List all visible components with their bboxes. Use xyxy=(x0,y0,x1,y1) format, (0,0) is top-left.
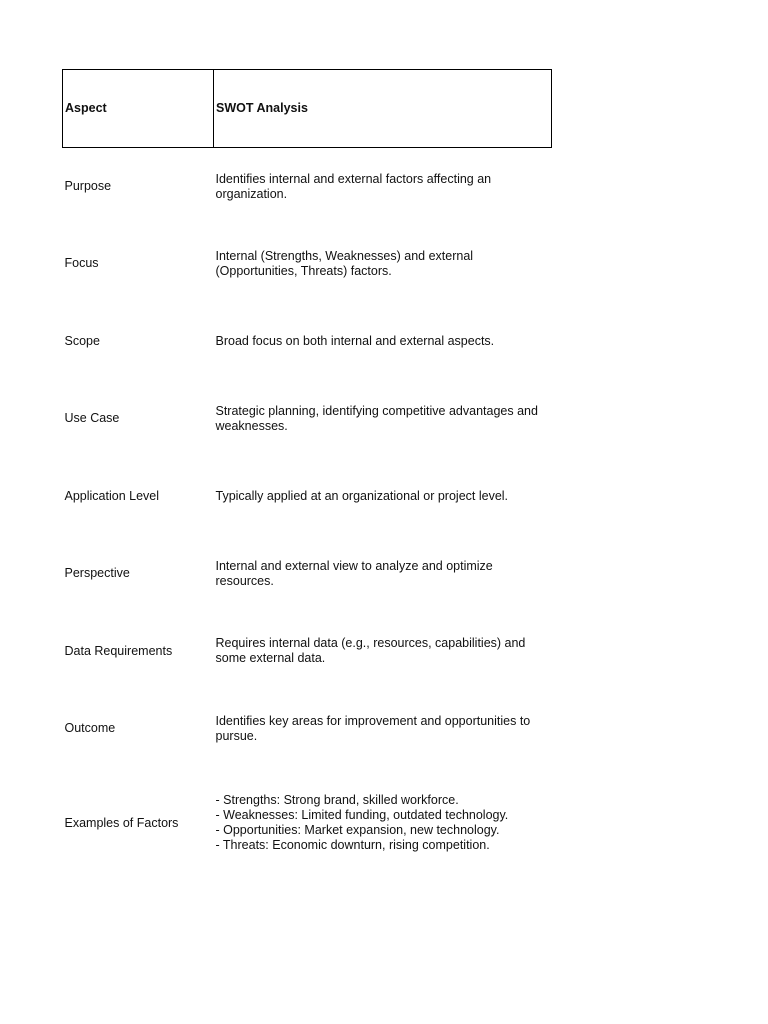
swot-cell: Identifies key areas for improvement and opportunities to pursue. xyxy=(215,713,531,743)
header-aspect: Aspect xyxy=(63,70,214,148)
table-row xyxy=(63,225,552,303)
swot-cell: Typically applied at an organizational or project level. xyxy=(215,488,509,503)
aspect-cell: Perspective xyxy=(64,566,130,581)
table-row xyxy=(63,535,552,613)
table-row xyxy=(63,380,552,458)
table-row xyxy=(63,303,552,381)
aspect-cell: Examples of Factors xyxy=(64,815,179,830)
swot-cell: Requires internal data (e.g., resources, capabilities) and some external data. xyxy=(215,636,526,666)
aspect-cell: Scope xyxy=(64,333,100,348)
table-row xyxy=(63,613,552,691)
header-swot-analysis: SWOT Analysis xyxy=(214,70,552,148)
table-row xyxy=(63,768,552,879)
comparison-table xyxy=(62,69,552,879)
table-row xyxy=(63,148,552,226)
swot-cell: Broad focus on both internal and external aspects. xyxy=(215,333,495,348)
header-row xyxy=(63,70,552,148)
aspect-cell: Outcome xyxy=(64,721,116,736)
swot-cell: Internal and external view to analyze and optimize resources. xyxy=(215,558,493,588)
table-row xyxy=(63,690,552,768)
aspect-cell: Purpose xyxy=(64,179,112,193)
swot-cell: Internal (Strengths, Weaknesses) and external (Opportunities, Threats) factors. xyxy=(215,248,474,278)
table-row xyxy=(63,458,552,536)
swot-cell: Strategic planning, identifying competitive advantages and weaknesses. xyxy=(215,403,538,433)
swot-cell: Identifies internal and external factors affecting an organization. xyxy=(215,171,492,201)
swot-cell: - Strengths: Strong brand, skilled workforce. - Weaknesses: Limited funding, outdated technology. - Opportunities: Market expansion, new technology. - Threats: Economic downturn, rising competition. xyxy=(215,793,509,852)
aspect-cell: Focus xyxy=(64,256,99,271)
aspect-cell: Use Case xyxy=(64,411,120,426)
aspect-cell: Application Level xyxy=(64,488,160,503)
aspect-cell: Data Requirements xyxy=(64,643,173,658)
